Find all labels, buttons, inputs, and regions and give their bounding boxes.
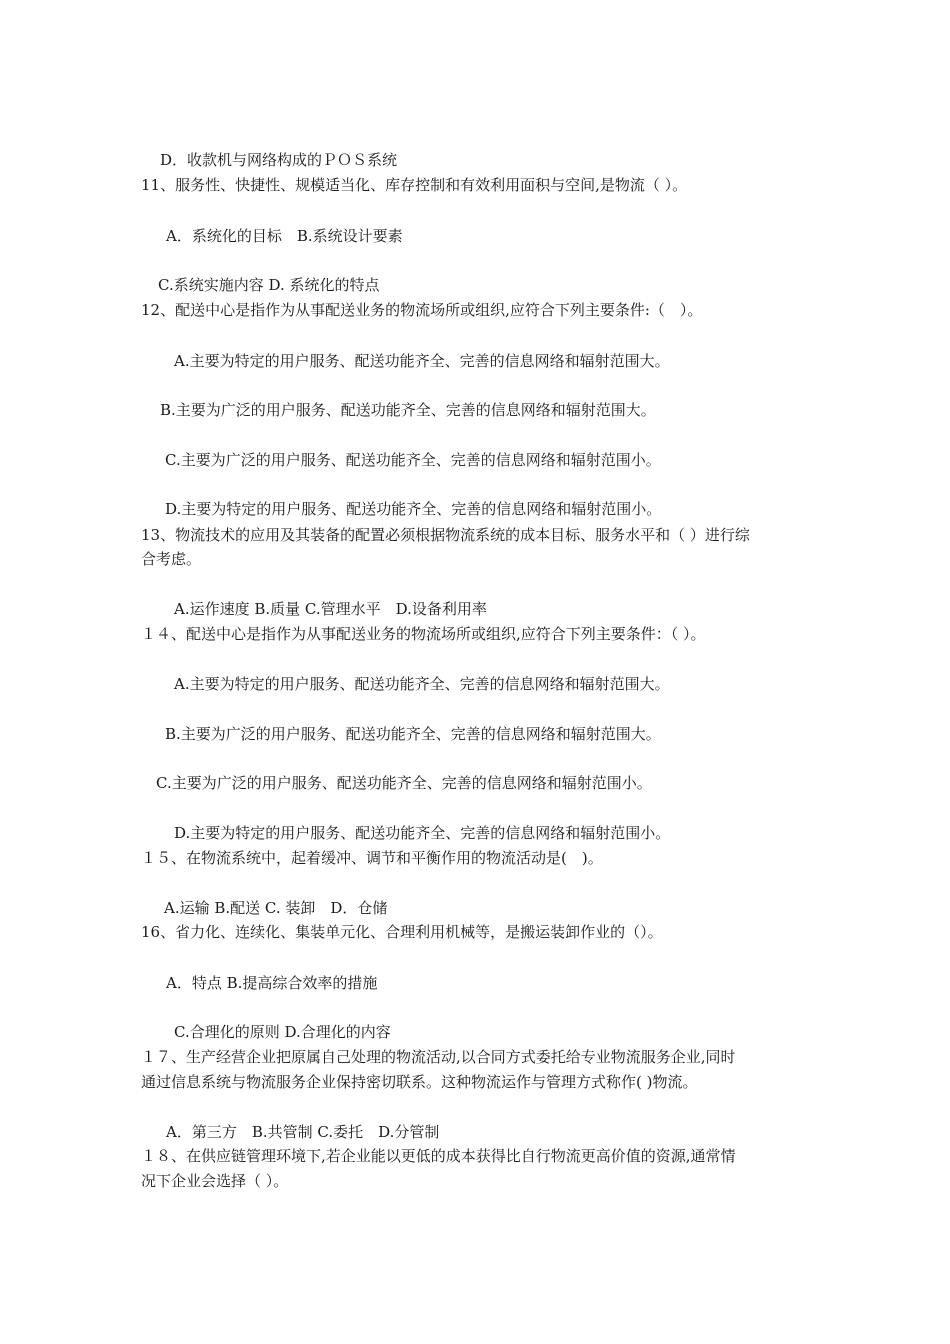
option-line: C.合理化的原则 D.合理化的内容 [174,1023,391,1041]
question-line: 11、服务性、快捷性、规模适当化、库存控制和有效利用面积与空间,是物流（ ）。 [141,176,688,194]
option-line: A.主要为特定的用户服务、配送功能齐全、完善的信息网络和辐射范围大。 [174,675,670,693]
question-line: １５、在物流系统中，起着缓冲、调节和平衡作用的物流活动是( )。 [141,849,603,867]
option-line: A．系统化的目标 B.系统设计要素 [166,227,403,245]
option-line: C.主要为广泛的用户服务、配送功能齐全、完善的信息网络和辐射范围小。 [165,451,661,469]
option-line: D.主要为特定的用户服务、配送功能齐全、完善的信息网络和辐射范围小。 [174,824,671,842]
question-line: 13、物流技术的应用及其装备的配置必须根据物流系统的成本目标、服务水平和（ ）进行综 [141,526,750,544]
option-line: A．第三方 B.共管制 C.委托 D.分管制 [166,1123,440,1141]
option-line: A．特点 B.提高综合效率的措施 [166,974,378,992]
question-line: １４、配送中心是指作为从事配送业务的物流场所或组织,应符合下列主要条件：（ ）。 [141,625,706,643]
option-line: D．收款机与网络构成的ＰＯＳ系统 [160,151,398,169]
question-line: 合考虑。 [141,550,202,568]
question-line: 12、配送中心是指作为从事配送业务的物流场所或组织,应符合下列主要条件:（ ）。 [141,301,703,319]
question-line: １８、在供应链管理环境下,若企业能以更低的成本获得比自行物流更高价值的资源,通常情 [141,1147,736,1165]
option-line: A.运输 B.配送 C. 装卸 D．仓储 [164,899,388,917]
option-line: B.主要为广泛的用户服务、配送功能齐全、完善的信息网络和辐射范围大。 [160,401,656,419]
option-line: B.主要为广泛的用户服务、配送功能齐全、完善的信息网络和辐射范围大。 [165,725,661,743]
question-line: 通过信息系统与物流服务企业保持密切联系。这种物流运作与管理方式称作( )物流。 [141,1073,698,1091]
option-line: A.主要为特定的用户服务、配送功能齐全、完善的信息网络和辐射范围大。 [174,352,670,370]
option-line: D.主要为特定的用户服务、配送功能齐全、完善的信息网络和辐射范围小。 [165,500,662,518]
option-line: C.系统实施内容 D. 系统化的特点 [158,276,380,294]
question-line: 况下企业会选择（ ）。 [141,1172,289,1190]
option-line: A.运作速度 B.质量 C.管理水平 D.设备利用率 [174,600,487,618]
option-line: C.主要为广泛的用户服务、配送功能齐全、完善的信息网络和辐射范围小。 [156,774,652,792]
question-line: １７、生产经营企业把原属自己处理的物流活动,以合同方式委托给专业物流服务企业,同时 [141,1048,736,1066]
question-line: 16、省力化、连续化、集装单元化、合理利用机械等，是搬运装卸作业的（）。 [141,923,663,941]
